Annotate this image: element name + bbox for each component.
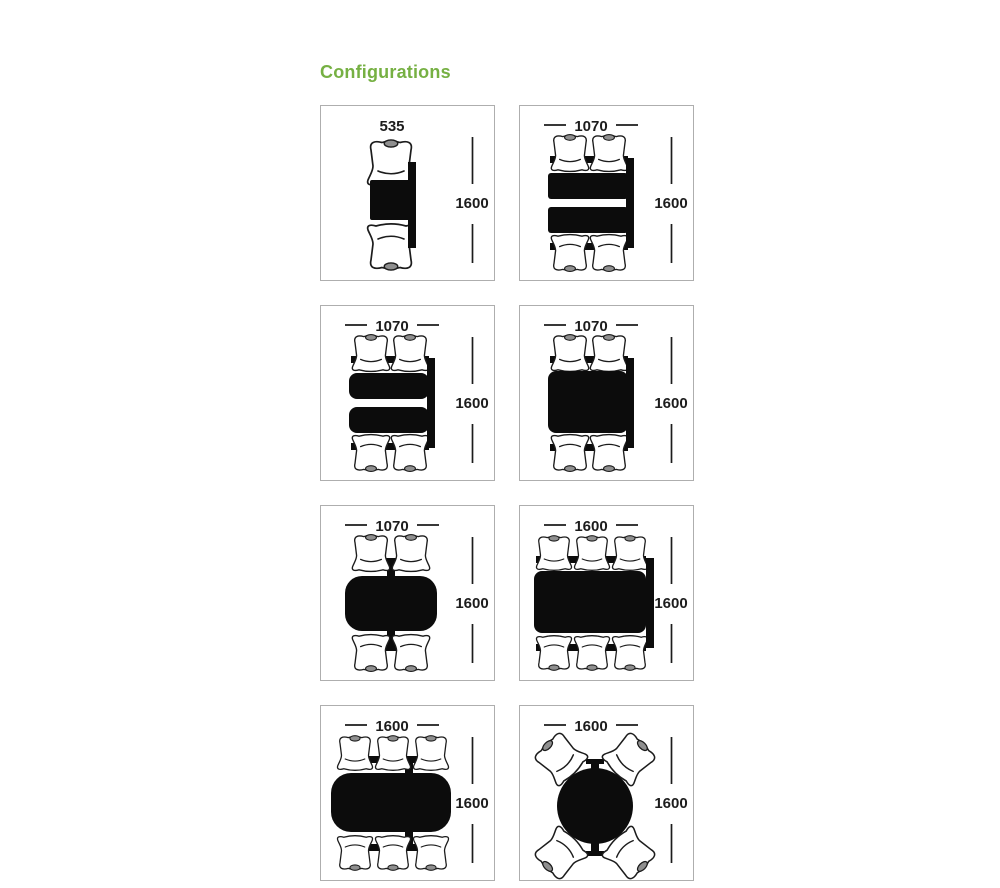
height-dimension-label: 1600 — [654, 195, 688, 212]
configuration-diagram — [520, 306, 693, 480]
table-shape — [331, 773, 451, 832]
table-shape — [646, 558, 654, 648]
chair-shape — [413, 736, 448, 771]
width-dimension-label: 1600 — [574, 518, 608, 535]
chair-shape — [391, 335, 428, 372]
section-heading: Configurations — [320, 62, 451, 82]
chair-shape — [551, 335, 588, 372]
width-dimension-label: 1070 — [375, 518, 409, 535]
height-dimension-label: 1600 — [455, 195, 489, 212]
chair-shape — [413, 836, 448, 871]
configuration-diagram — [321, 706, 494, 880]
chair-shape — [368, 140, 415, 186]
height-dimension-label: 1600 — [455, 395, 489, 412]
width-dimension-label: 1600 — [574, 718, 608, 735]
configuration-diagram — [520, 106, 693, 280]
beam-shape — [591, 843, 599, 853]
configuration-diagram — [321, 306, 494, 480]
chair-shape — [590, 235, 627, 272]
configuration-tile-config-3 — [320, 305, 495, 481]
configuration-diagram — [520, 706, 693, 880]
width-dimension-label: 1600 — [375, 718, 409, 735]
table-shape — [534, 571, 646, 633]
chair-shape — [612, 536, 647, 571]
table-shape — [427, 358, 435, 448]
chair-shape — [375, 736, 410, 771]
configuration-tile-config-5 — [320, 505, 495, 681]
height-dimension-label: 1600 — [455, 595, 489, 612]
configuration-diagram — [520, 506, 693, 680]
table-shape — [349, 373, 429, 399]
chair-shape — [392, 635, 429, 672]
chair-shape — [375, 836, 410, 871]
chair-shape — [352, 635, 389, 672]
chair-shape — [368, 224, 415, 270]
configurations-grid — [320, 105, 694, 881]
height-dimension-label: 1600 — [455, 795, 489, 812]
chair-shape — [574, 536, 609, 571]
chair-shape — [337, 736, 372, 771]
table-shape — [548, 207, 628, 233]
configuration-diagram — [321, 106, 494, 280]
configuration-tile-config-6 — [519, 505, 694, 681]
chair-shape — [551, 135, 588, 172]
chair-shape — [590, 135, 627, 172]
chair-shape — [536, 536, 571, 571]
chair-shape — [551, 435, 588, 472]
configuration-tile-config-7 — [320, 705, 495, 881]
configuration-tile-config-4 — [519, 305, 694, 481]
table-shape — [349, 407, 429, 433]
height-dimension-label: 1600 — [654, 795, 688, 812]
chair-shape — [590, 335, 627, 372]
configuration-tile-config-2 — [519, 105, 694, 281]
chair-shape — [612, 636, 647, 671]
chair-shape — [352, 335, 389, 372]
table-shape — [557, 768, 633, 844]
table-shape — [548, 371, 628, 433]
configuration-tile-config-1 — [320, 105, 495, 281]
table-shape — [345, 576, 437, 631]
chair-shape — [337, 836, 372, 871]
chair-shape — [574, 636, 609, 671]
width-dimension-label: 1070 — [574, 118, 608, 135]
chair-shape — [551, 235, 588, 272]
table-shape — [548, 173, 628, 199]
configuration-diagram — [321, 506, 494, 680]
table-shape — [626, 158, 634, 248]
chair-shape — [352, 435, 389, 472]
chair-shape — [536, 636, 571, 671]
chair-shape — [392, 535, 429, 572]
chair-shape — [391, 435, 428, 472]
chair-shape — [352, 535, 389, 572]
height-dimension-label: 1600 — [654, 395, 688, 412]
width-dimension-label: 535 — [379, 118, 405, 135]
table-shape — [370, 180, 414, 220]
width-dimension-label: 1070 — [375, 318, 409, 335]
chair-shape — [590, 435, 627, 472]
width-dimension-label: 1070 — [574, 318, 608, 335]
configuration-tile-config-8 — [519, 705, 694, 881]
height-dimension-label: 1600 — [654, 595, 688, 612]
